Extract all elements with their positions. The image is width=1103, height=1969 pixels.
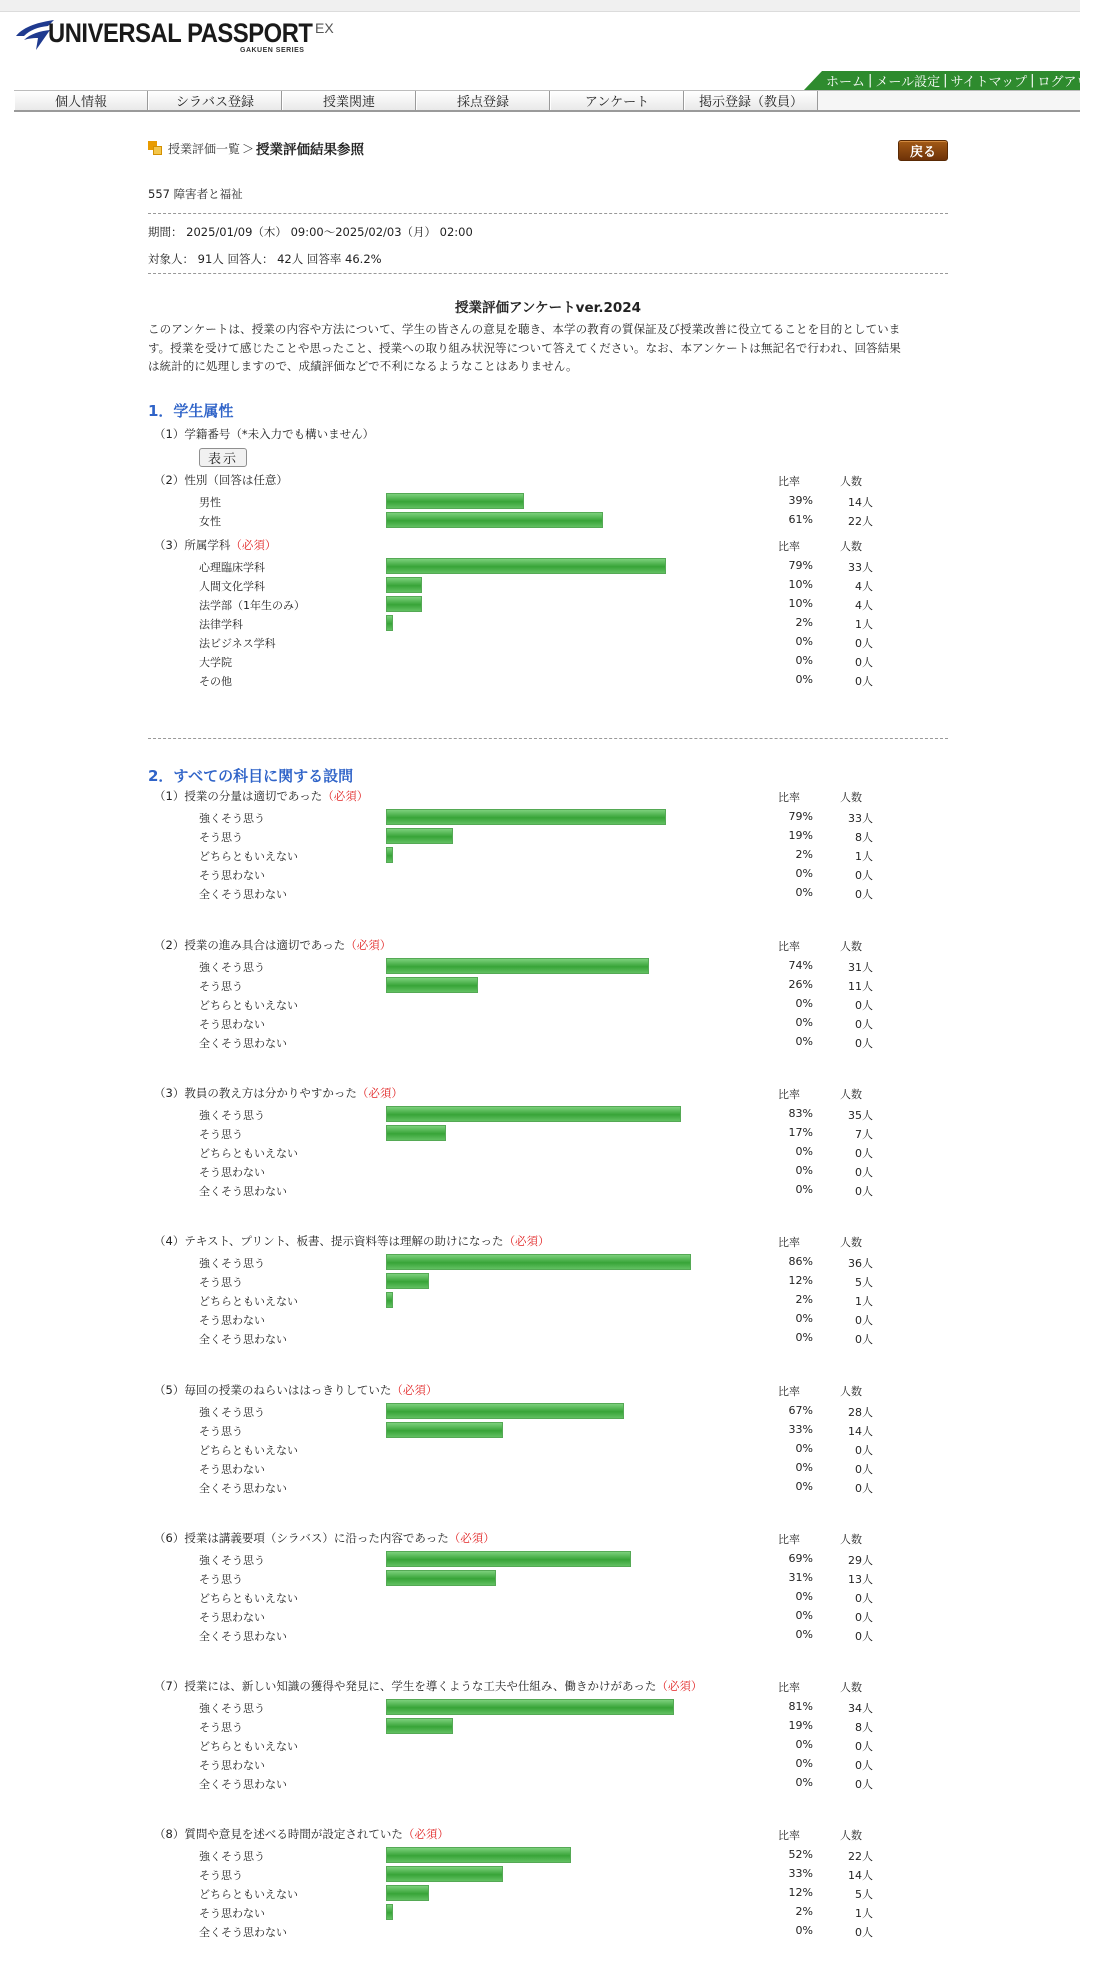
ratio-value: 2% — [795, 1905, 813, 1918]
question-text: （2）性別（回答は任意） — [154, 473, 288, 487]
count-value: 0人 — [855, 1147, 873, 1160]
option-label: 法ビジネス学科 — [199, 637, 276, 650]
ratio-value: 0% — [795, 1442, 813, 1455]
required-marker: （必須） — [503, 1234, 550, 1248]
count-value: 0人 — [855, 1740, 873, 1753]
ratio-value: 0% — [795, 1331, 813, 1344]
result-bar — [386, 847, 393, 863]
count-value: 33人 — [848, 561, 873, 574]
ratio-value: 67% — [788, 1404, 813, 1417]
count-value: 0人 — [855, 1037, 873, 1050]
section-title: 2．すべての科目に関する設問 — [148, 767, 354, 785]
count-value: 0人 — [855, 888, 873, 901]
utility-links — [822, 71, 1103, 90]
nav-classes[interactable]: 授業関連 — [282, 91, 416, 110]
survey-intro — [148, 320, 948, 376]
question-label — [154, 1382, 437, 1398]
count-value: 0人 — [855, 1926, 873, 1939]
response-stats: 対象人： 91人 回答人： 42人 回答率 46.2% — [148, 252, 382, 266]
option-label: 全くそう思わない — [199, 1185, 287, 1198]
question-text: （8）質問や意見を述べる時間が設定されていた — [154, 1827, 403, 1841]
ratio-value: 52% — [788, 1848, 813, 1861]
ratio-column-header: 比率 — [778, 1533, 800, 1546]
result-bar — [386, 1106, 681, 1122]
count-column-header: 人数 — [840, 940, 862, 953]
result-bar — [386, 1885, 429, 1901]
result-bar — [386, 1866, 503, 1882]
question-text: （1）授業の分量は適切であった — [154, 789, 323, 803]
question-text: （4）テキスト、プリント、板書、提示資料等は理解の助けになった — [154, 1234, 504, 1248]
option-label: そう思う — [199, 1425, 243, 1438]
count-value: 7人 — [855, 1128, 873, 1141]
required-marker: （必須） — [391, 1383, 438, 1397]
question-text: （1）学籍番号（*未入力でも構いません） — [154, 427, 375, 441]
required-marker: （必須） — [322, 789, 369, 803]
count-value: 8人 — [855, 831, 873, 844]
count-value: 1人 — [855, 1907, 873, 1920]
home-link[interactable]: ホーム — [826, 75, 866, 90]
option-label: 全くそう思わない — [199, 1482, 287, 1495]
ratio-value: 0% — [795, 635, 813, 648]
question-label — [154, 472, 288, 488]
option-label: 全くそう思わない — [199, 1037, 287, 1050]
ratio-value: 0% — [795, 1738, 813, 1751]
ratio-value: 0% — [795, 1016, 813, 1029]
option-label: 強くそう思う — [199, 1257, 265, 1270]
top-edge — [0, 0, 1080, 12]
ratio-value: 74% — [788, 959, 813, 972]
ratio-value: 17% — [788, 1126, 813, 1139]
count-value: 4人 — [855, 599, 873, 612]
question-label — [154, 1678, 702, 1694]
count-value: 0人 — [855, 1611, 873, 1624]
question-label — [154, 426, 374, 442]
count-value: 14人 — [848, 496, 873, 509]
count-column-header: 人数 — [840, 1681, 862, 1694]
ratio-column-header: 比率 — [778, 1385, 800, 1398]
count-value: 0人 — [855, 1018, 873, 1031]
intro-line: す。授業を受けて感じたことや思ったこと、授業への取り組み状況等について答えてください。なお、本アンケートは無記名で行われ、回答結果 — [148, 340, 901, 355]
option-label: 強くそう思う — [199, 1406, 265, 1419]
option-label: そう思わない — [199, 1314, 265, 1327]
count-column-header: 人数 — [840, 1236, 862, 1249]
result-bar — [386, 596, 422, 612]
question-label — [154, 537, 276, 553]
ratio-value: 0% — [795, 886, 813, 899]
count-value: 0人 — [855, 1592, 873, 1605]
count-value: 0人 — [855, 869, 873, 882]
option-label: 全くそう思わない — [199, 888, 287, 901]
nav-notice[interactable]: 掲示登録（教員） — [684, 91, 818, 110]
result-bar — [386, 809, 666, 825]
required-marker: （必須） — [356, 1086, 403, 1100]
option-label: どちらともいえない — [199, 999, 298, 1012]
ratio-value: 10% — [788, 597, 813, 610]
count-column-header: 人数 — [840, 791, 862, 804]
option-label: その他 — [199, 675, 232, 688]
ratio-value: 0% — [795, 1461, 813, 1474]
nav-syllabus[interactable]: シラバス登録 — [148, 91, 282, 110]
ratio-value: 0% — [795, 654, 813, 667]
ratio-column-header: 比率 — [778, 1681, 800, 1694]
option-label: 強くそう思う — [199, 1109, 265, 1122]
utility-separator: | — [868, 73, 873, 88]
option-label: 全くそう思わない — [199, 1926, 287, 1939]
ratio-value: 0% — [795, 997, 813, 1010]
result-bar — [386, 1254, 691, 1270]
page-title: 授業評価結果参照 — [256, 142, 365, 158]
count-value: 4人 — [855, 580, 873, 593]
ratio-value: 79% — [788, 559, 813, 572]
question-text: （3）教員の教え方は分かりやすかった — [154, 1086, 357, 1100]
section-title: 1．学生属性 — [148, 402, 234, 420]
count-value: 0人 — [855, 1444, 873, 1457]
ratio-value: 0% — [795, 1480, 813, 1493]
option-label: どちらともいえない — [199, 1147, 298, 1160]
ratio-value: 2% — [795, 848, 813, 861]
option-label: そう思う — [199, 1128, 243, 1141]
option-label: 全くそう思わない — [199, 1630, 287, 1643]
ratio-value: 0% — [795, 673, 813, 686]
survey-title: 授業評価アンケートver.2024 — [454, 300, 642, 316]
count-value: 0人 — [855, 1482, 873, 1495]
question-text: （6）授業は講義要項（シラバス）に沿った内容であった — [154, 1531, 449, 1545]
intro-line: は統計的に処理しますので、成績評価などで不利になるようなことはありません。 — [148, 359, 578, 373]
ratio-value: 26% — [788, 978, 813, 991]
ratio-value: 0% — [795, 1776, 813, 1789]
ratio-value: 0% — [795, 1924, 813, 1937]
logout-link[interactable]: ログアウト — [1037, 75, 1103, 90]
count-value: 1人 — [855, 850, 873, 863]
option-label: 強くそう思う — [199, 1850, 265, 1863]
count-value: 11人 — [848, 980, 873, 993]
question-label — [154, 788, 368, 804]
universal-passport-logo — [14, 14, 344, 54]
count-value: 1人 — [855, 618, 873, 631]
required-marker: （必須） — [448, 1531, 495, 1545]
question-label — [154, 1530, 495, 1546]
ratio-column-header: 比率 — [778, 1829, 800, 1842]
ratio-value: 0% — [795, 1145, 813, 1158]
ratio-column-header: 比率 — [778, 940, 800, 953]
count-value: 5人 — [855, 1888, 873, 1901]
count-value: 0人 — [855, 675, 873, 688]
count-column-header: 人数 — [840, 1829, 862, 1842]
divider — [148, 213, 948, 214]
count-value: 0人 — [855, 1759, 873, 1772]
count-value: 0人 — [855, 1333, 873, 1346]
result-bar — [386, 1904, 393, 1920]
intro-line: このアンケートは、授業の内容や方法について、学生の皆さんの意見を聴き、本学の教育の質保証及び授業改善に役立てることを目的としていま — [148, 322, 901, 336]
count-value: 0人 — [855, 1630, 873, 1643]
ratio-value: 0% — [795, 1590, 813, 1603]
result-bar — [386, 958, 649, 974]
result-bar — [386, 1718, 453, 1734]
count-value: 5人 — [855, 1276, 873, 1289]
count-value: 35人 — [848, 1109, 873, 1122]
count-column-header: 人数 — [840, 1088, 862, 1101]
nav-personal-info[interactable]: 個人情報 — [14, 91, 148, 110]
sitemap-link[interactable]: サイトマップ — [950, 75, 1028, 90]
ratio-value: 19% — [788, 829, 813, 842]
main-nav — [14, 90, 1080, 112]
option-label: 強くそう思う — [199, 961, 265, 974]
ratio-value: 83% — [788, 1107, 813, 1120]
option-label: どちらともいえない — [199, 1888, 298, 1901]
divider — [148, 273, 948, 274]
count-value: 0人 — [855, 1463, 873, 1476]
result-bar — [386, 1847, 571, 1863]
required-marker: （必須） — [656, 1679, 703, 1693]
breadcrumb-separator: ＞ — [242, 141, 255, 156]
ratio-value: 81% — [788, 1700, 813, 1713]
option-label: そう思う — [199, 1869, 243, 1882]
option-label: 男性 — [199, 496, 221, 509]
count-column-header: 人数 — [840, 1385, 862, 1398]
count-value: 33人 — [848, 812, 873, 825]
ratio-value: 79% — [788, 810, 813, 823]
ratio-value: 0% — [795, 1757, 813, 1770]
count-value: 0人 — [855, 637, 873, 650]
mail-settings-link[interactable]: メール設定 — [875, 75, 941, 90]
ratio-value: 0% — [795, 1628, 813, 1641]
required-marker: （必須） — [402, 1827, 449, 1841]
ratio-value: 0% — [795, 867, 813, 880]
breadcrumb-icon — [148, 141, 162, 155]
option-label: そう思わない — [199, 1166, 265, 1179]
result-bar — [386, 1699, 674, 1715]
option-label: 全くそう思わない — [199, 1333, 287, 1346]
option-label: 人間文化学科 — [199, 580, 265, 593]
question-text: （7）授業には、新しい知識の獲得や発見に、学生を導くような工夫や仕組み、働きかけがあった — [154, 1679, 657, 1693]
count-value: 0人 — [855, 1314, 873, 1327]
option-label: 全くそう思わない — [199, 1778, 287, 1791]
option-label: どちらともいえない — [199, 850, 298, 863]
course-name: 557 障害者と福祉 — [148, 187, 243, 201]
ratio-value: 61% — [788, 513, 813, 526]
result-bar — [386, 828, 453, 844]
count-value: 28人 — [848, 1406, 873, 1419]
ratio-value: 31% — [788, 1571, 813, 1584]
result-bar — [386, 493, 524, 509]
ratio-value: 69% — [788, 1552, 813, 1565]
question-label — [154, 1233, 550, 1249]
count-value: 22人 — [848, 515, 873, 528]
ratio-value: 2% — [795, 616, 813, 629]
required-marker: （必須） — [230, 538, 277, 552]
question-text: （3）所属学科 — [154, 538, 231, 552]
count-value: 0人 — [855, 656, 873, 669]
ratio-value: 0% — [795, 1164, 813, 1177]
option-label: そう思う — [199, 831, 243, 844]
utility-separator: | — [1030, 73, 1035, 88]
option-label: そう思う — [199, 980, 243, 993]
result-bar — [386, 577, 422, 593]
option-label: そう思わない — [199, 1759, 265, 1772]
breadcrumb — [148, 138, 364, 158]
option-label: そう思う — [199, 1573, 243, 1586]
question-text: （5）毎回の授業のねらいははっきりしていた — [154, 1383, 392, 1397]
result-bar — [386, 1551, 631, 1567]
option-label: 強くそう思う — [199, 1702, 265, 1715]
option-label: 法律学科 — [199, 618, 243, 631]
ratio-column-header: 比率 — [778, 1088, 800, 1101]
back-button[interactable]: 戻る — [898, 140, 948, 161]
result-bar — [386, 558, 666, 574]
question-label — [154, 937, 391, 953]
ratio-value: 33% — [788, 1423, 813, 1436]
ratio-column-header: 比率 — [778, 1236, 800, 1249]
option-label: そう思わない — [199, 1463, 265, 1476]
ratio-value: 2% — [795, 1293, 813, 1306]
ratio-value: 0% — [795, 1183, 813, 1196]
count-value: 22人 — [848, 1850, 873, 1863]
option-label: 大学院 — [199, 656, 232, 669]
ratio-value: 39% — [788, 494, 813, 507]
option-label: どちらともいえない — [199, 1740, 298, 1753]
result-bar — [386, 1125, 446, 1141]
count-value: 36人 — [848, 1257, 873, 1270]
result-bar — [386, 1403, 624, 1419]
question-text: （2）授業の進み具合は適切であった — [154, 938, 346, 952]
result-bar — [386, 615, 393, 631]
ratio-value: 12% — [788, 1274, 813, 1287]
result-bar — [386, 1273, 429, 1289]
count-value: 1人 — [855, 1295, 873, 1308]
logo-sub: GAKUEN SERIES — [240, 47, 305, 54]
result-bar — [386, 977, 478, 993]
option-label: そう思う — [199, 1721, 243, 1734]
ratio-value: 19% — [788, 1719, 813, 1732]
option-label: どちらともいえない — [199, 1444, 298, 1457]
option-label: そう思わない — [199, 869, 265, 882]
count-value: 31人 — [848, 961, 873, 974]
utility-separator: | — [943, 73, 948, 88]
option-label: そう思う — [199, 1276, 243, 1289]
ratio-value: 0% — [795, 1609, 813, 1622]
ratio-value: 86% — [788, 1255, 813, 1268]
ratio-value: 0% — [795, 1035, 813, 1048]
count-value: 34人 — [848, 1702, 873, 1715]
question-label — [154, 1085, 403, 1101]
show-button[interactable]: 表示 — [199, 448, 247, 467]
count-value: 0人 — [855, 999, 873, 1012]
option-label: どちらともいえない — [199, 1592, 298, 1605]
result-bar — [386, 1292, 393, 1308]
ratio-value: 10% — [788, 578, 813, 591]
required-marker: （必須） — [345, 938, 392, 952]
ratio-column-header: 比率 — [778, 540, 800, 553]
option-label: 強くそう思う — [199, 812, 265, 825]
breadcrumb-evaluation-list[interactable]: 授業評価一覧 — [168, 141, 241, 156]
count-value: 14人 — [848, 1869, 873, 1882]
count-value: 8人 — [855, 1721, 873, 1734]
result-bar — [386, 1570, 496, 1586]
count-column-header: 人数 — [840, 475, 862, 488]
option-label: どちらともいえない — [199, 1295, 298, 1308]
divider — [148, 738, 948, 739]
ratio-value: 12% — [788, 1886, 813, 1899]
option-label: 心理臨床学科 — [199, 561, 265, 574]
question-label — [154, 1826, 449, 1842]
logo-text: UNIVERSAL PASSPORT — [48, 18, 313, 48]
survey-period: 期間： 2025/01/09（木） 09:00〜2025/02/03（月） 02:00 — [148, 225, 473, 239]
count-value: 29人 — [848, 1554, 873, 1567]
option-label: 女性 — [199, 515, 221, 528]
nav-survey[interactable]: アンケート — [550, 91, 684, 110]
option-label: そう思わない — [199, 1018, 265, 1031]
option-label: そう思わない — [199, 1907, 265, 1920]
result-bar — [386, 512, 603, 528]
option-label: 法学部（1年生のみ） — [199, 599, 305, 612]
ratio-value: 0% — [795, 1312, 813, 1325]
ratio-column-header: 比率 — [778, 791, 800, 804]
utility-tab-corner — [804, 71, 822, 90]
result-bar — [386, 1422, 503, 1438]
count-value: 14人 — [848, 1425, 873, 1438]
ratio-column-header: 比率 — [778, 475, 800, 488]
logo-ex: EX — [315, 20, 334, 36]
count-value: 0人 — [855, 1185, 873, 1198]
count-column-header: 人数 — [840, 1533, 862, 1546]
count-value: 0人 — [855, 1778, 873, 1791]
ratio-value: 33% — [788, 1867, 813, 1880]
option-label: 強くそう思う — [199, 1554, 265, 1567]
option-label: そう思わない — [199, 1611, 265, 1624]
count-value: 0人 — [855, 1166, 873, 1179]
nav-grading[interactable]: 採点登録 — [416, 91, 550, 110]
count-column-header: 人数 — [840, 540, 862, 553]
count-value: 13人 — [848, 1573, 873, 1586]
